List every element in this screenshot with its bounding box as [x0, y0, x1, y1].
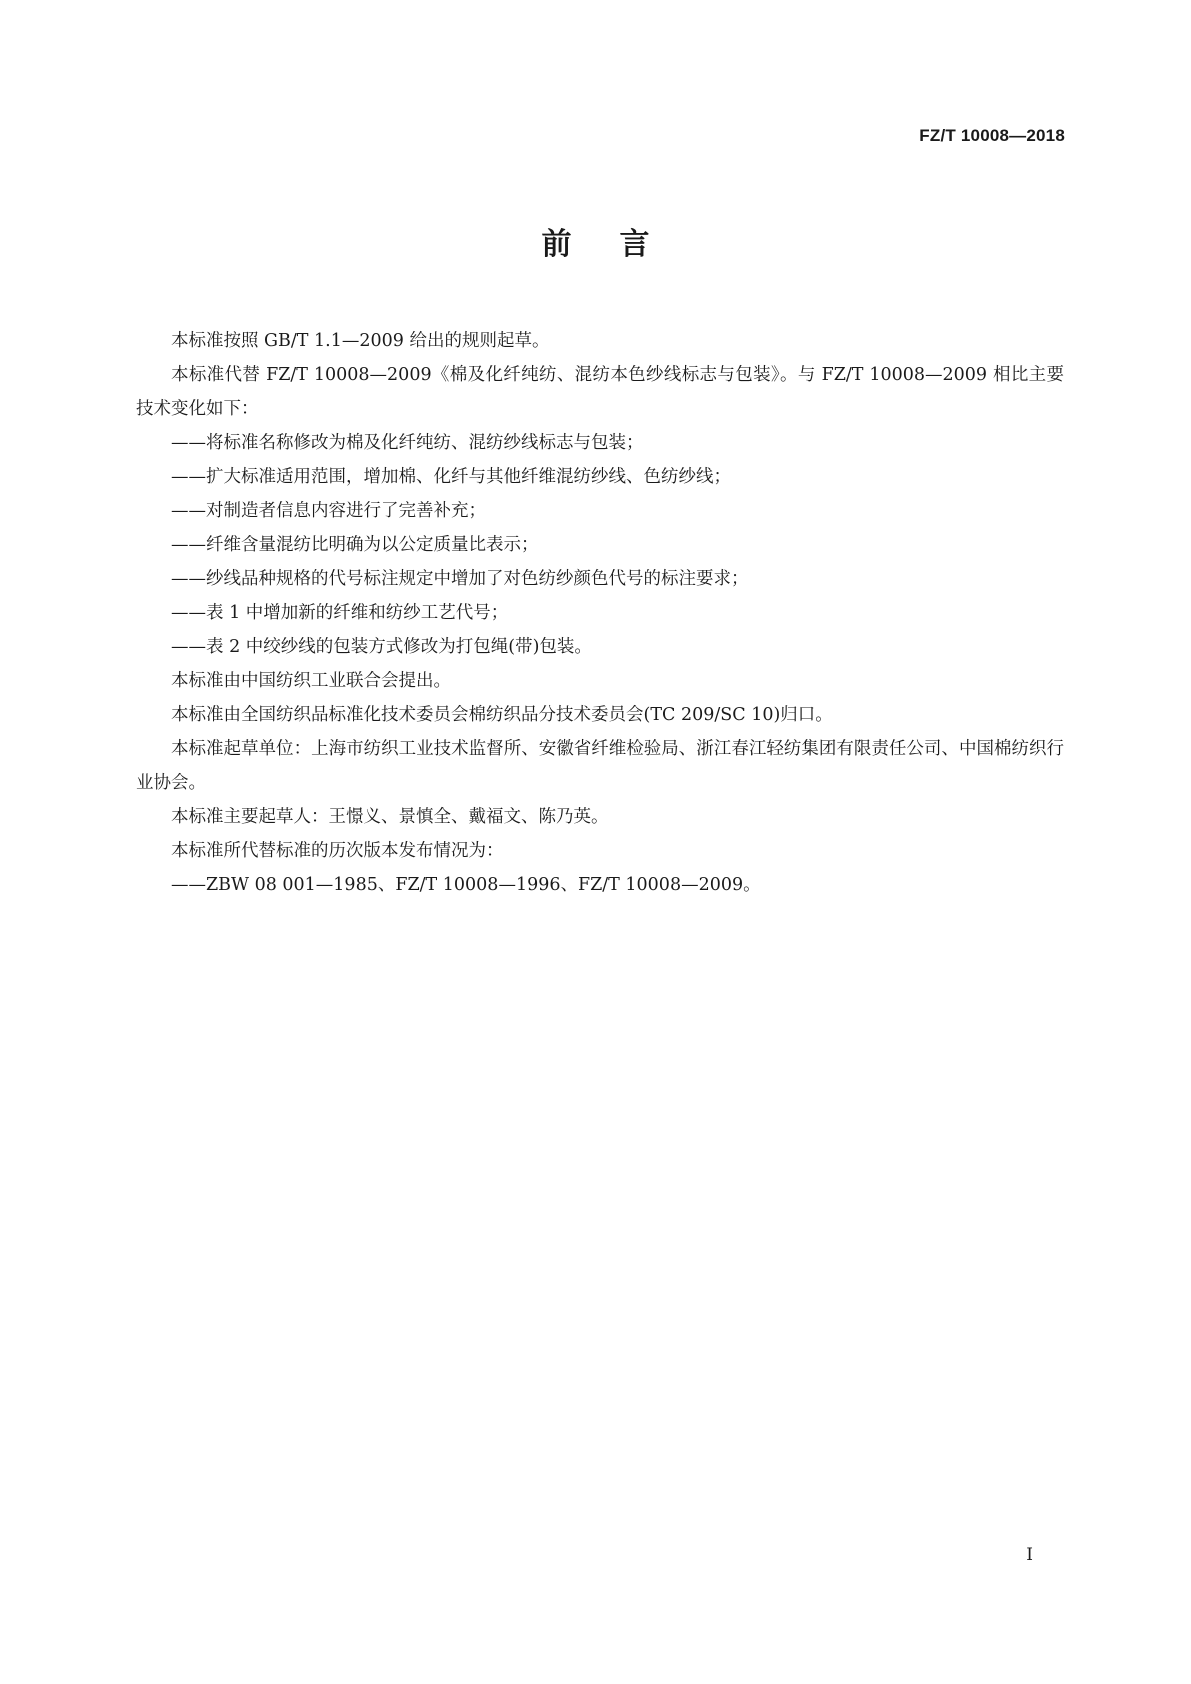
change-item: ——对制造者信息内容进行了完善补充； — [171, 501, 486, 521]
history-item: ——ZBW 08 001—1985、FZ/T 10008—1996、FZ/T 10008—2009。 — [171, 875, 761, 895]
change-item: ——扩大标准适用范围，增加棉、化纤与其他纤维混纺纱线、色纺纱线； — [171, 467, 731, 487]
change-item: ——纱线品种规格的代号标注规定中增加了对色纺纱颜色代号的标注要求； — [171, 569, 749, 589]
committee-paragraph: 本标准由全国纺织品标准化技术委员会棉纺织品分技术委员会(TC 209/SC 10)归口。 — [171, 705, 833, 725]
change-item: ——表 1 中增加新的纤维和纺纱工艺代号； — [171, 603, 509, 623]
proposer-paragraph: 本标准由中国纺织工业联合会提出。 — [171, 671, 451, 691]
history-intro-paragraph: 本标准所代替标准的历次版本发布情况为： — [171, 841, 504, 861]
replacement-paragraph: 本标准代替 FZ/T 10008—2009《棉及化纤纯纺、混纺本色纱线标志与包装》。与 FZ/T 10008—2009 相比主要技术变化如下： — [136, 365, 1064, 419]
drafting-rule-paragraph: 本标准按照 GB/T 1.1—2009 给出的规则起草。 — [171, 331, 550, 351]
standard-number: FZ/T 10008—2018 — [919, 126, 1065, 145]
drafting-units-paragraph: 本标准起草单位：上海市纺织工业技术监督所、安徽省纤维检验局、浙江春江轻纺集团有限责任公司、中国棉纺织行业协会。 — [136, 739, 1064, 793]
page-number: I — [1026, 1545, 1033, 1565]
drafters-paragraph: 本标准主要起草人：王憬义、景慎全、戴福文、陈乃英。 — [171, 807, 609, 827]
change-item: ——纤维含量混纺比明确为以公定质量比表示； — [171, 535, 539, 555]
change-item: ——将标准名称修改为棉及化纤纯纺、混纺纱线标志与包装； — [171, 433, 644, 453]
change-item: ——表 2 中绞纱线的包装方式修改为打包绳(带)包装。 — [171, 637, 592, 657]
preface-title: 前言 — [541, 227, 698, 262]
preface-body — [136, 324, 1064, 902]
